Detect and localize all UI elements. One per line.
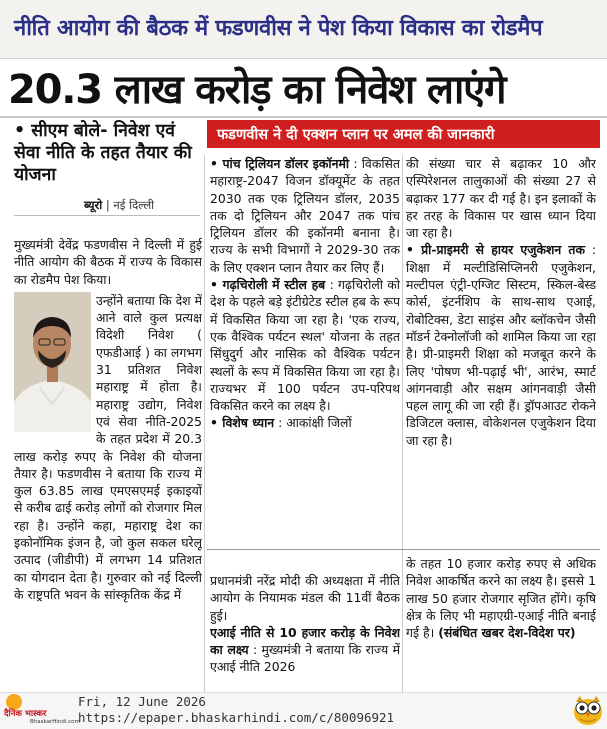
- epaper-link[interactable]: https://epaper.bhaskarhindi.com/c/80096921: [78, 710, 395, 725]
- byline: [84, 198, 154, 213]
- section-ai-text: : मुख्यमंत्री ने बताया कि राज्य में एआई नीति 2026: [210, 642, 400, 675]
- column-1-text: उन्होंने बताया कि देश में आने वाले कुल प्रत्यक्ष विदेशी निवेश ( एफडीआई ) का लगभग 31 प्रतिशत निवेश महाराष्ट्र में होता है। महाराष्ट्र उद्योग, निवेश एवं सेवा नीति-2025 के तहत प्रदेश में 20.3 लाख करोड़ रुपए के निवेश की योजना तैयार है। फडणवीस ने बताया कि राज्य में कुल 63.85 लाख एमएसएमई इकाइयों से करीब ढाई करोड़ लोगों को रोजगार मिल रहा है। उन्होंने कहा, महाराष्ट्र देश का इकोनॉमिक इंजन है, जो कुल सकल घरेलू उत्पाद (जीडीपी) में लगभग 14 प्रतिशत का योगदान देता है। गुरुवार को नई दिल्ली के राष्ट्रपति भवन के सांस्कृतिक केंद्र में: [14, 292, 202, 602]
- main-headline: 20.3 लाख करोड़ का निवेश लाएंगे: [8, 67, 506, 113]
- section-steel-heading: • गढ़चिरोली में स्टील हब: [210, 277, 326, 293]
- portrait-photo: [14, 292, 91, 432]
- intro-paragraph: मुख्यमंत्री देवेंद्र फडणवीस ने दिल्ली में हुई नीति आयोग की बैठक में राज्य के विकास का रोडमैप पेश किया।: [14, 237, 202, 287]
- section-education-text: : शिक्षा में मल्टीडिसिप्लिनरी एजुकेशन, मल्टीपल एंट्री-एग्जिट सिस्टम, स्किल-बेस्ड कोर्स, इंटर्नशिप के साथ-साथ एआई, रोबोटिक्स, डेटा साइंस और ब्लॉकचेन जैसी मॉडर्न टेक्नोलॉजी को शामिल किया जा रहा है। प्री-प्राइमरी शिक्षा को मजबूत करने के लिए 'पोषण भी-पढ़ाई भी', आरंभ, स्मार्ट आंगनवाड़ी और सक्षम आंगनवाड़ी जैसी पहल लागू की जा रही हैं। ड्रॉपआउट रोकने डिजिटल क्लास, वोकेशनल एजुकेशन दिया जा रहा है।: [406, 242, 596, 448]
- column-rule-1: [204, 155, 205, 695]
- byline-divider: [14, 215, 200, 216]
- column-rule-2: [402, 155, 403, 695]
- related-news-tag: (संबंधित खबर देश-विदेश पर): [438, 625, 576, 641]
- section-education-heading: • प्री-प्राइमरी से हायर एजुकेशन तक: [406, 242, 586, 258]
- section-ai-policy: [210, 624, 400, 676]
- edition-date: Fri, 12 June 2026: [78, 694, 206, 709]
- headline-divider: [0, 116, 607, 118]
- niti-meeting-text: प्रधानमंत्री नरेंद्र मोदी की अध्यक्षता में नीति आयोग के नियामक मंडल की 11वीं बैठक हुई।: [210, 573, 400, 623]
- column-2-lower: [210, 572, 400, 676]
- section-ai-heading: एआई नीति से 10 हजार करोड़ के निवेश का लक्ष्य: [210, 624, 400, 658]
- column-1: [14, 236, 202, 603]
- bhaskar-logo-subtitle: BhaskarHindi.com: [30, 719, 80, 725]
- byline-city: नई दिल्ली: [113, 198, 155, 212]
- kicker-headline: नीति आयोग की बैठक में फडणवीस ने पेश किया विकास का रोडमैप: [14, 16, 543, 41]
- owl-icon[interactable]: [571, 692, 605, 726]
- column-2: [210, 155, 400, 432]
- byline-bureau: ब्यूरो: [84, 198, 103, 212]
- section-special-focus: [210, 414, 400, 431]
- ai-policy-continued-text: के तहत 10 हजार करोड़ रुपए से अधिक निवेश आकर्षित करने का लक्ष्य है। इससे 1 लाख 50 हजार रोजगार सृजित होंगे। कृषि क्षेत्र के लिए भी महाएग्री-एआई नीति बनाई गई है।: [406, 556, 596, 641]
- sub-headline: • सीएम बोले- निवेश एवं सेवा नीति के तहत तैयार की योजना: [14, 121, 192, 185]
- section-steel-text: : गढ़चिरोली को देश के पहले बड़े इंटीग्रेटेड स्टील हब के रूप में विकसित किया जा रहा है। 'एक राज्य, एक वैश्विक पर्यटन स्थल' योजना के तहत सिंधुदुर्ग और नासिक को वैश्विक पर्यटन स्थलों के रूप में विकसित किया जा रहा है। राज्यभर में 100 पर्यटन उप-परिपथ विकसित करने का लक्ष्य है।: [210, 277, 400, 414]
- section-economy-text: : विकसित महाराष्ट्र-2047 विजन डॉक्यूमेंट के तहत 2030 तक एक ट्रिलियन डॉलर, 2035 तक दो ट्रिलियन और 2047 तक पांच ट्रिलियन डॉलर की इकॉनमी बनाना है। राज्य के सभी विभागों ने 2029-30 तक के लिए एक्शन प्लान तैयार कर लिए हैं।: [210, 156, 400, 275]
- section-focus-heading: • विशेष ध्यान: [210, 415, 275, 431]
- section-economy-heading: • पांच ट्रिलियन डॉलर इकॉनमी: [210, 156, 350, 171]
- section-districts-text: की संख्या चार से बढ़ाकर 10 और एस्पिरेशनल तालुकाओं की संख्या 27 से बढ़ाकर 177 कर दी गई है। इन इलाकों के हर तरह के विकास पर खास ध्यान दिया जा रहा है।: [406, 156, 596, 241]
- box-bottom-divider: [207, 549, 600, 550]
- ai-policy-continued: [406, 555, 596, 641]
- byline-separator: |: [102, 198, 114, 212]
- section-focus-text: : आकांक्षी जिलों: [278, 415, 352, 431]
- column-3-lower: [406, 555, 596, 641]
- section-steel-hub: [210, 276, 400, 414]
- bhaskar-logo[interactable]: दैनिक भास्कर: [4, 709, 47, 719]
- column-3: [406, 155, 596, 449]
- section-economy: [210, 155, 400, 276]
- banner-title: फडणवीस ने दी एक्शन प्लान पर अमल की जानकारी: [217, 127, 495, 143]
- section-education: [406, 241, 596, 449]
